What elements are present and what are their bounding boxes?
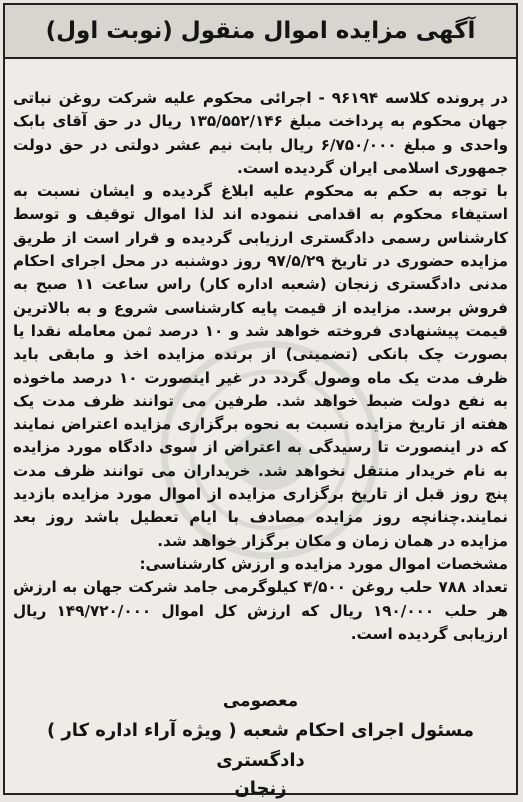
- case-paragraph: در پرونده کلاسه ۹۶۱۹۴ - اجرائی محکوم علیه شرکت روغن نباتی جهان محکوم به پرداخت مبلغ ۱۳۵/۵۵۲/۱۴۶ ریال در حق آقای بابک واحدی و مبلغ ۶/۷۵۰/۰۰۰ ریال بابت نیم عشر دولتی در حق دولت جمهوری اسلامی ایران گردیده است.: [13, 89, 509, 177]
- signature-block: [15, 689, 506, 802]
- signatory-title: مسئول اجرای احکام شعبه ( ویژه آراء اداره کار ) دادگستری: [46, 720, 475, 771]
- auction-terms-paragraph: با توجه به حکم به محکوم علیه ابلاغ گردیده و ایشان نسبت به استیفاء محکوم به اقدامی ننموده اند لذا اموال توقیف و توسط کارشناس رسمی دادگستری ارزیابی گردیده و قرار است از طریق مزایده حضوری در تاریخ ۹۷/۵/۲۹ روز دوشنبه در محل اجرای احکام مدنی دادگستری زنجان (شعبه اداره کار) راس ساعت ۱۱ صبح به فروش برسد. مزایده از قیمت پایه کارشناسی شروع و به بالاترین قیمت پیشنهادی فروخته خواهد شد و ۱۰ درصد ثمن معامله نقدا یا بصورت چک بانکی (تضمینی) از برنده مزایده اخذ و مابقی باید ظرف مدت یک ماه وصول گردد در غیر اینصورت ۱۰ درصد ماخوذه به نفع دولت ضبط خواهد شد. طرفین می توانند ظرف مدت یک هفته از تاریخ مزایده نسبت به نحوه برگزاری مزایده اعتراض نمایند که در اینصورت تا رسیدگی به اعتراض از سوی دادگاه مورد مزایده به نام خریدار منتقل نخواهد شد. خریداران می توانند ظرف مدت پنج روز قبل از تاریخ برگزاری مزایده از اموال مورد مزایده بازدید نمایند.چنانچه روز مزایده مصادف با ایام تعطیل باشد روز بعد مزایده در همان زمان و مکان برگزار خواهد شد.: [13, 182, 508, 550]
- property-specs-heading: مشخصات اموال مورد مزایده و ارزش کارشناسی:: [139, 554, 508, 573]
- property-specs-paragraph: تعداد ۷۸۸ حلب روغن ۴/۵۰۰ کیلوگرمی جامد شرکت جهان به ارزش هر حلب ۱۹۰/۰۰۰ ریال که ارزش کل اموال ۱۴۹/۷۲۰/۰۰۰ ریال ارزیابی گردیده است.: [13, 578, 509, 643]
- signatory-city: زنجان: [234, 778, 287, 799]
- notice-header: [5, 5, 516, 59]
- notice-page: [3, 3, 518, 799]
- notice-title: آگهی مزایده اموال منقول (نوبت اول): [45, 18, 476, 44]
- notice-body: [13, 87, 508, 646]
- signatory-name: معصومی: [222, 691, 299, 711]
